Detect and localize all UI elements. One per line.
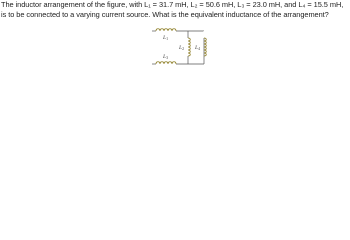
inductor-l3-label: L3 <box>163 54 168 60</box>
inductor-l4-label: L4 <box>195 45 200 51</box>
problem-line-1: The inductor arrangement of the figure, with L₁ = 31.7 mH, L₂ = 50.6 mH, L₃ = 23.0 mH, and L₄ = 15.5 mH, is to be connected to a <box>1 0 344 19</box>
inductor-l4 <box>194 31 206 56</box>
inductor-l2-label: L2 <box>179 45 184 51</box>
inductor-l1-label: L1 <box>163 35 168 41</box>
inductor-l4-coil <box>204 38 206 56</box>
problem-line-2: varying current source. What is the equivalent inductance of the arrangement? <box>76 10 329 19</box>
inductor-circuit-diagram <box>0 0 350 73</box>
inductor-l3-coil <box>156 62 176 64</box>
inductor-l1-coil <box>156 29 176 31</box>
inductor-l2-coil <box>188 38 190 56</box>
inductor-l1 <box>156 29 176 41</box>
inductor-l2 <box>178 38 190 56</box>
inductor-l3 <box>156 54 176 64</box>
